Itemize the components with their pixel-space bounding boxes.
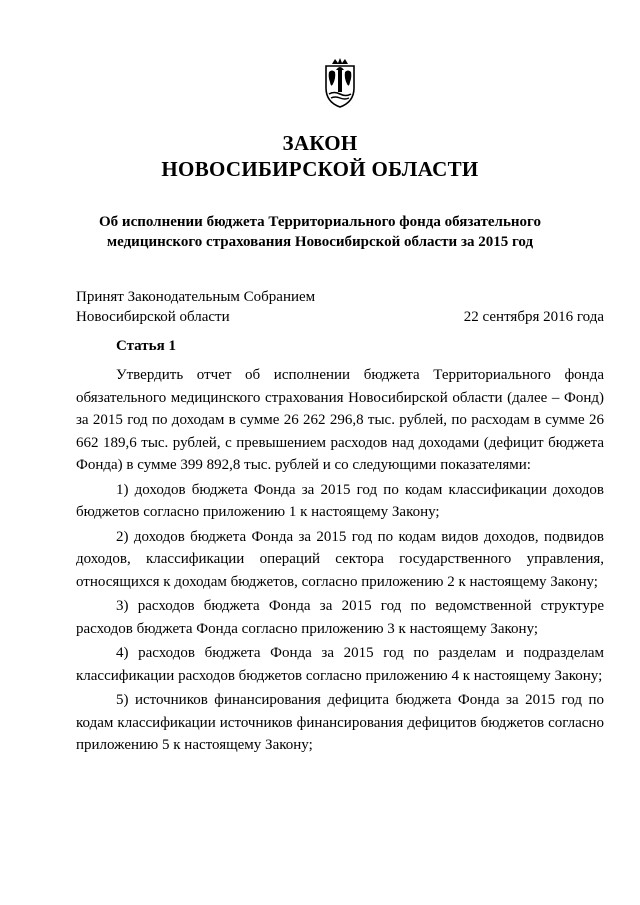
paragraph-item-1: 1) доходов бюджета Фонда за 2015 год по кодам классификации доходов бюджетов согласно приложению 1 к настоящему Закону; bbox=[76, 481, 604, 520]
article-heading: Статья 1 bbox=[116, 338, 176, 354]
article-body bbox=[76, 364, 604, 759]
coat-of-arms-icon bbox=[318, 58, 362, 108]
paragraph-item-3: 3) расходов бюджета Фонда за 2015 год по ведомственной структуре расходов бюджета Фонда согласно приложению 3 к настоящему Закону; bbox=[76, 598, 604, 637]
paragraph-intro: Утвердить отчет об исполнении бюджета Территориального фонда обязательного медицинского страхования Новосибирской области (далее – Фонд) за 2015 год по доходам в сумме 26 262 296,8 тыс. рублей, по расходам в сумме 26 662 189,6 тыс. рублей, с превышением расходов над доходами (дефицит бюджета Фонда) в сумме 399 892,8 тыс. рублей и со следующими показателями: bbox=[76, 367, 604, 473]
document-title-line1: ЗАКОН bbox=[282, 131, 358, 155]
adoption-date: 22 сентября 2016 года bbox=[463, 309, 604, 325]
paragraph-item-4: 4) расходов бюджета Фонда за 2015 год по разделам и подразделам классификации расходов бюджетов согласно приложению 4 к настоящему Закону; bbox=[76, 645, 604, 684]
document-title-line2: НОВОСИБИРСКОЙ ОБЛАСТИ bbox=[161, 157, 479, 181]
paragraph-item-5: 5) источников финансирования дефицита бюджета Фонда за 2015 год по кодам классификации источников финансирования дефицитов бюджетов согласно приложению 5 к настоящему Закону; bbox=[76, 692, 604, 753]
adoption-line2: Новосибирской области bbox=[76, 309, 230, 325]
adoption-block bbox=[76, 287, 315, 327]
adoption-line1: Принят Законодательным Собранием bbox=[76, 289, 316, 305]
document-subtitle: Об исполнении бюджета Территориального фонда обязательного медицинского страхования Новосибирской области за 2015 год bbox=[99, 214, 541, 250]
paragraph-item-2: 2) доходов бюджета Фонда за 2015 год по кодам видов доходов, подвидов доходов, классификации операций сектора государственного управления, относящихся к доходам бюджетов, согласно приложению 2 к настоящему Закону; bbox=[76, 528, 604, 590]
